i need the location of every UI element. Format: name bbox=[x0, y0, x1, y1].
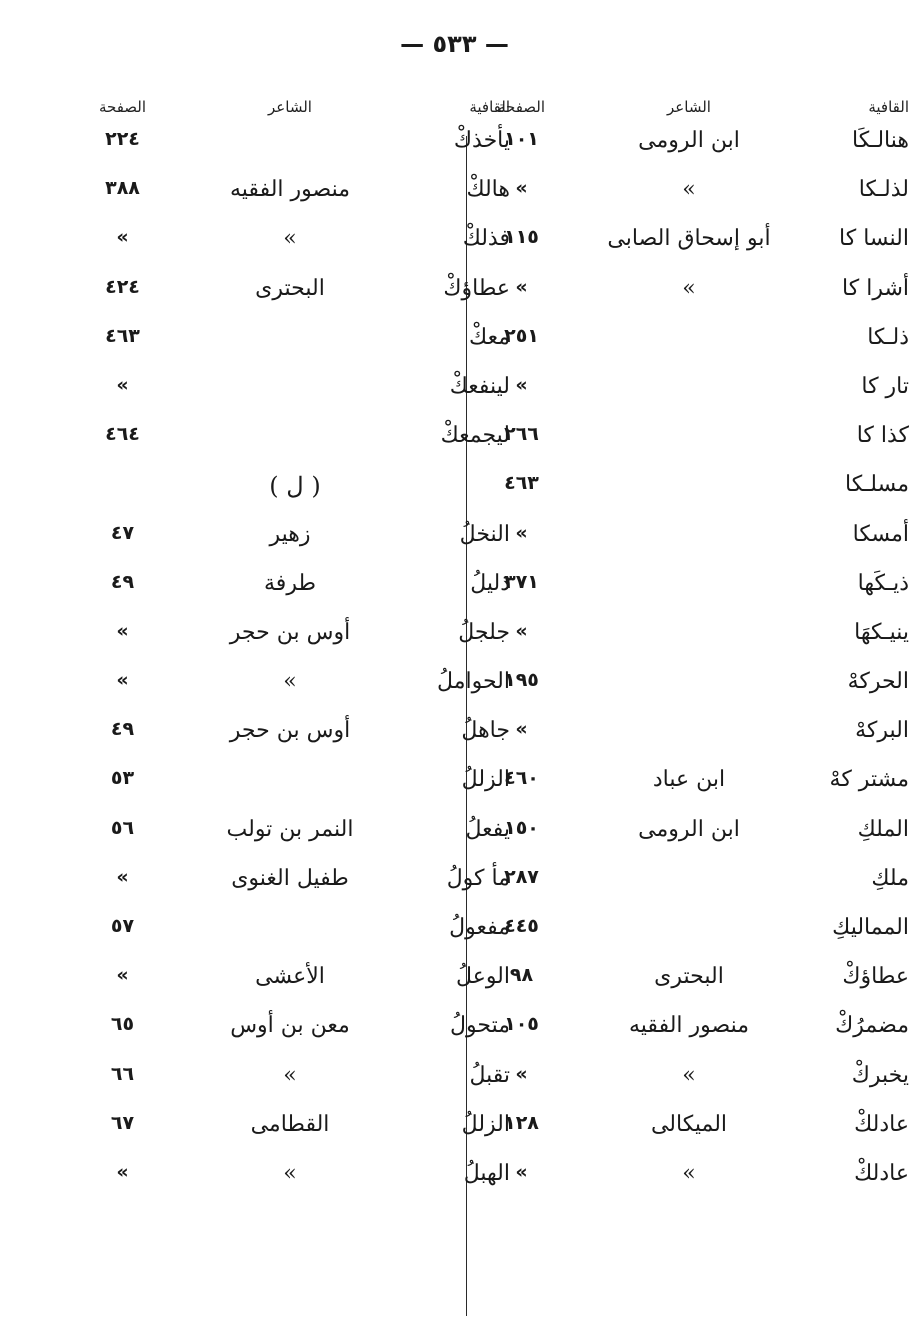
page-number: — ٥٣٣ — bbox=[400, 30, 509, 58]
poet-name: منصور الفقيه bbox=[230, 177, 350, 203]
table-row bbox=[80, 915, 510, 964]
table-row bbox=[80, 964, 510, 1013]
rhyme-word: عادلكْ bbox=[854, 1111, 909, 1137]
rhyme-word: الهبلُ bbox=[463, 1160, 510, 1186]
page-ref: » bbox=[515, 521, 528, 544]
table-row bbox=[479, 571, 909, 620]
poet-name: ابن عباد bbox=[652, 767, 726, 793]
rhyme-word: لذلـكا bbox=[858, 177, 909, 203]
page-ref: ٤٦٤ bbox=[105, 423, 140, 446]
page-ref: » bbox=[515, 1062, 528, 1085]
page-ref: ٤٦٠ bbox=[504, 767, 539, 790]
table-row bbox=[479, 1013, 909, 1062]
rhyme-word: جلجلُ bbox=[458, 619, 510, 645]
poet-name: » bbox=[283, 226, 297, 252]
table-row bbox=[80, 325, 510, 374]
table-row bbox=[80, 128, 510, 177]
rhyme-word: يفعلُ bbox=[465, 816, 510, 842]
table-row bbox=[479, 669, 909, 718]
page-ref: » bbox=[116, 865, 129, 888]
rhyme-word: البركهْ bbox=[855, 718, 909, 744]
page-ref: » bbox=[116, 373, 129, 396]
page-ref: » bbox=[515, 373, 528, 396]
header-safha: الصفحة bbox=[98, 98, 147, 116]
table-row bbox=[479, 718, 909, 767]
table-row bbox=[80, 1013, 510, 1062]
rhyme-word: الزللُ bbox=[461, 1111, 510, 1137]
rhyme-word: معكْ bbox=[469, 324, 510, 350]
page-ref: ٥٣ bbox=[110, 767, 135, 790]
page-ref: ٤٩ bbox=[110, 718, 135, 741]
rhyme-word: هنالـكَا bbox=[852, 128, 909, 153]
page-ref: » bbox=[515, 1160, 528, 1183]
rhyme-word: لينفعكْ bbox=[449, 373, 510, 399]
page-ref: » bbox=[515, 275, 528, 298]
rhyme-index-table bbox=[0, 98, 909, 1228]
rhyme-word: يخبركْ bbox=[851, 1062, 909, 1088]
right-header-row bbox=[479, 98, 909, 128]
rhyme-word: جاهلُ bbox=[461, 718, 510, 744]
rhyme-word: كذا كا bbox=[856, 423, 909, 449]
page-ref: » bbox=[116, 1160, 129, 1183]
rhyme-word: مسلـكا bbox=[845, 472, 909, 498]
poet-name: طرفة bbox=[264, 570, 316, 596]
page-ref: » bbox=[116, 619, 129, 642]
table-row bbox=[479, 620, 909, 669]
poet-name: » bbox=[283, 669, 297, 695]
table-row bbox=[479, 522, 909, 571]
poet-name: القطامى bbox=[250, 1111, 330, 1137]
page-ref: ٣٨٨ bbox=[105, 177, 140, 200]
table-row bbox=[80, 866, 510, 915]
page-ref: » bbox=[515, 177, 528, 200]
header-shaer: الشاعر bbox=[268, 98, 312, 116]
rhyme-word: ليجمعكْ bbox=[440, 423, 510, 449]
poet-name: البحترى bbox=[654, 964, 724, 990]
page-ref: ٤٩ bbox=[110, 570, 135, 593]
rhyme-word: يأخذكْ bbox=[453, 128, 510, 153]
rhyme-word: أمسكا bbox=[852, 521, 909, 547]
page-ref: ٦٥ bbox=[110, 1013, 135, 1036]
page-ref: ٦٦ bbox=[110, 1062, 135, 1085]
table-row bbox=[479, 817, 909, 866]
page-ref: ٤٢٤ bbox=[105, 275, 140, 298]
page-ref: ٥٦ bbox=[110, 816, 135, 839]
page-ref: ٣٧١ bbox=[504, 570, 539, 593]
right-column bbox=[479, 98, 909, 1210]
rhyme-word: تقبلُ bbox=[469, 1062, 510, 1088]
poet-name: أبو إسحاق الصابى bbox=[607, 226, 771, 252]
rhyme-word: الزللُ bbox=[461, 767, 510, 793]
table-row bbox=[80, 571, 510, 620]
rhyme-word: فذلكْ bbox=[462, 226, 510, 252]
rhyme-word: الوعلُ bbox=[456, 964, 510, 990]
table-row bbox=[80, 767, 510, 816]
page-ref: ٤٦٣ bbox=[105, 324, 140, 347]
poet-name: أوس بن حجر bbox=[229, 718, 351, 744]
rhyme-word: عادلكْ bbox=[854, 1160, 909, 1186]
page-ref: ٢٨٧ bbox=[504, 865, 539, 888]
page-ref: ٤٦٣ bbox=[504, 472, 539, 495]
poet-name: معن بن أوس bbox=[230, 1013, 350, 1039]
table-row bbox=[479, 866, 909, 915]
table-row bbox=[80, 817, 510, 866]
rhyme-word: النخلُ bbox=[459, 521, 510, 547]
page-ref: » bbox=[515, 718, 528, 741]
header-qafiya: القافية bbox=[868, 98, 909, 116]
table-row bbox=[479, 128, 909, 177]
page-ref: ١٠٥ bbox=[504, 1013, 539, 1036]
table-row bbox=[479, 423, 909, 472]
rhyme-word: ذيـكَها bbox=[857, 570, 909, 596]
table-row bbox=[80, 1112, 510, 1161]
rhyme-word: عطاؤكْ bbox=[443, 275, 510, 301]
rhyme-word: ينيـكهَا bbox=[854, 619, 909, 645]
page-ref: » bbox=[116, 964, 129, 987]
page-ref: ١٥٠ bbox=[504, 816, 539, 839]
page-ref: » bbox=[116, 226, 129, 249]
page-ref: » bbox=[116, 669, 129, 692]
table-row bbox=[479, 325, 909, 374]
header-shaer: الشاعر bbox=[667, 98, 711, 116]
page-ref: ٥٧ bbox=[110, 915, 135, 937]
header-safha: الصفحة bbox=[497, 98, 546, 116]
table-row bbox=[80, 718, 510, 767]
right-rows bbox=[479, 128, 909, 1210]
poet-name: منصور الفقيه bbox=[629, 1013, 749, 1039]
table-row bbox=[80, 226, 510, 275]
poet-name: » bbox=[682, 1062, 696, 1088]
table-row bbox=[479, 964, 909, 1013]
page-ref: ١٠١ bbox=[504, 128, 539, 150]
poet-name: طفيل الغنوى bbox=[231, 865, 349, 891]
table-row bbox=[80, 177, 510, 226]
table-row bbox=[479, 1112, 909, 1161]
rhyme-word: النسا كا bbox=[839, 226, 909, 252]
table-row bbox=[479, 915, 909, 964]
rhyme-word: مضمرُكْ bbox=[835, 1013, 909, 1039]
poet-name: الميكالى bbox=[650, 1111, 728, 1137]
poet-name: » bbox=[283, 1062, 297, 1088]
table-row bbox=[479, 1161, 909, 1210]
table-row bbox=[479, 472, 909, 521]
table-row bbox=[479, 1063, 909, 1112]
rhyme-word: المماليكِ bbox=[832, 915, 909, 940]
poet-name: البحترى bbox=[255, 275, 325, 301]
page-ref: » bbox=[515, 619, 528, 642]
poet-name: » bbox=[682, 177, 696, 203]
rhyme-word: الملكِ bbox=[857, 816, 909, 842]
poet-name: الأعشى bbox=[255, 964, 325, 990]
poet-name: زهير bbox=[269, 521, 311, 547]
rhyme-word: مأ كولُ bbox=[446, 865, 510, 891]
page-ref: ١١٥ bbox=[504, 226, 539, 249]
table-row bbox=[80, 423, 510, 472]
page-ref: ٢٥١ bbox=[504, 324, 539, 347]
page-ref: ٩٨ bbox=[509, 964, 534, 987]
poet-name: أوس بن حجر bbox=[229, 619, 351, 645]
poet-name: ابن الرومى bbox=[638, 128, 740, 153]
table-row bbox=[80, 374, 510, 423]
rhyme-word: الحركهْ bbox=[847, 669, 909, 695]
page-ref: ٤٧ bbox=[110, 521, 135, 544]
poet-name: » bbox=[682, 275, 696, 301]
rhyme-word: مشتر كهْ bbox=[829, 767, 909, 793]
left-column bbox=[80, 98, 510, 1210]
rhyme-word: مفعولُ bbox=[449, 915, 510, 940]
rhyme-word: متحولُ bbox=[450, 1013, 510, 1039]
rhyme-word: تار كا bbox=[861, 373, 909, 399]
table-row bbox=[479, 226, 909, 275]
rhyme-word: عطاؤكْ bbox=[842, 964, 909, 990]
left-rows bbox=[80, 128, 510, 1210]
poet-name: » bbox=[682, 1160, 696, 1186]
section-letter: ( ل ) bbox=[269, 472, 321, 501]
table-row bbox=[479, 177, 909, 226]
left-header-row bbox=[80, 98, 510, 128]
header-qafiya: القافية bbox=[469, 98, 510, 116]
table-row bbox=[80, 522, 510, 571]
table-row bbox=[80, 1161, 510, 1210]
table-row bbox=[80, 620, 510, 669]
page-ref: ٢٢٤ bbox=[105, 128, 140, 150]
section-heading-row bbox=[80, 472, 510, 521]
table-row bbox=[80, 1063, 510, 1112]
table-row bbox=[80, 669, 510, 718]
rhyme-word: ذليلُ bbox=[470, 570, 510, 596]
rhyme-word: هالكْ bbox=[466, 177, 510, 203]
poet-name: » bbox=[283, 1160, 297, 1186]
rhyme-word: أشرا كا bbox=[842, 275, 909, 301]
page-ref: ١٩٥ bbox=[504, 669, 539, 692]
poet-name: النمر بن تولب bbox=[226, 816, 354, 842]
page-ref: ٤٤٥ bbox=[504, 915, 539, 937]
table-row bbox=[479, 276, 909, 325]
page-ref: ٦٧ bbox=[110, 1111, 135, 1134]
rhyme-word: ذلـكا bbox=[867, 324, 909, 350]
table-row bbox=[80, 276, 510, 325]
poet-name: ابن الرومى bbox=[638, 816, 740, 842]
page-ref: ٢٦٦ bbox=[504, 423, 539, 446]
table-row bbox=[479, 767, 909, 816]
table-row bbox=[479, 374, 909, 423]
page-ref: ١٢٨ bbox=[504, 1111, 539, 1134]
rhyme-word: ملكِ bbox=[871, 865, 909, 891]
rhyme-word: الحواملُ bbox=[437, 669, 510, 695]
